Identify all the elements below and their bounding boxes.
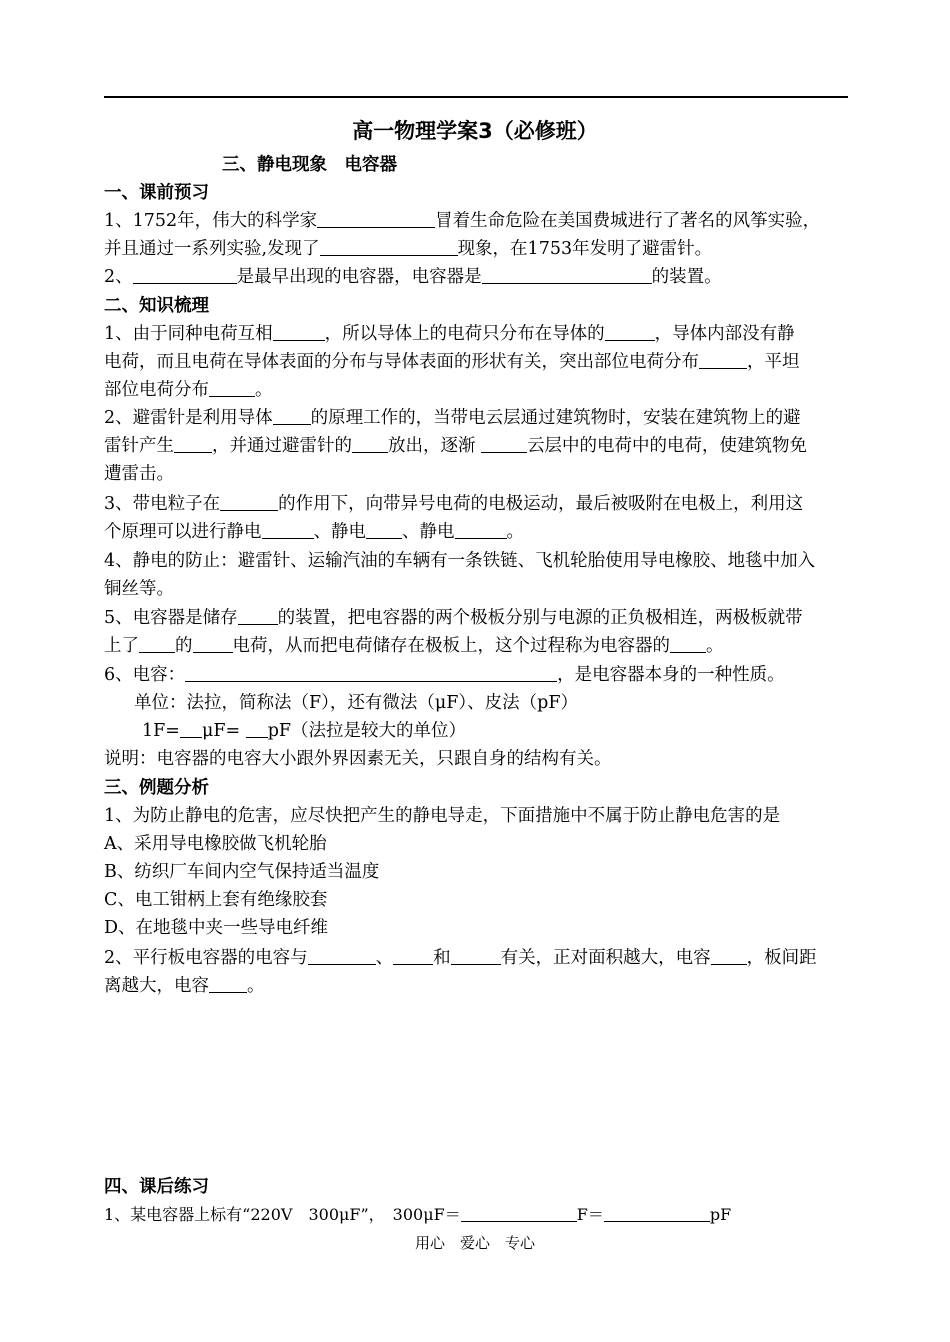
note: 说明：电容器的电容大小跟外界因素无关，只跟自身的结构有关。 <box>104 749 612 769</box>
text: 。 <box>255 380 273 400</box>
text: ，板间距 <box>746 948 817 968</box>
blank[interactable] <box>308 946 376 965</box>
p1-line <box>104 1202 731 1228</box>
q1-line1 <box>104 208 820 234</box>
text: 有关，正对面积越大，电容 <box>500 948 711 968</box>
text: 。 <box>506 522 524 542</box>
section-subtitle: 三、静电现象 电容器 <box>222 155 397 175</box>
text: 云层中的电荷中的电荷，使建筑物免 <box>527 436 808 456</box>
k1-line3 <box>104 377 273 403</box>
text: ，平坦 <box>747 352 800 372</box>
blank[interactable] <box>174 434 212 453</box>
text: 冒着生命危险在美国费城进行了著名的风筝实验， <box>435 211 821 231</box>
blank[interactable] <box>605 322 655 341</box>
blank[interactable] <box>193 634 233 653</box>
blank[interactable] <box>320 237 458 256</box>
text: ，并通过避雷针的 <box>212 436 352 456</box>
blank[interactable] <box>139 634 175 653</box>
e1-question: 1、为防止静电的危害，应尽快把产生的静电导走，下面措施中不属于防止静电危害的是 <box>104 806 781 826</box>
text: 2、平行板电容器的电容与 <box>104 948 308 968</box>
text: 上了 <box>104 636 139 656</box>
text: 。 <box>247 976 265 996</box>
text: 、 <box>375 948 394 968</box>
page-title: 高一物理学案3（必修班） <box>352 119 598 143</box>
text: F＝ <box>576 1205 604 1224</box>
text: 2、 <box>104 267 133 287</box>
heading-examples: 三、例题分析 <box>104 778 209 798</box>
k5-line1 <box>104 605 803 631</box>
blank[interactable] <box>185 663 557 682</box>
text: 个原理可以进行静电 <box>104 522 262 542</box>
text: 电荷，而且电荷在导体表面的分布与导体表面的形状有关，突出部位电荷分布 <box>104 352 699 372</box>
text: 是最早出现的电容器，电容器是 <box>236 267 482 287</box>
blank[interactable] <box>317 209 435 228</box>
blank[interactable] <box>455 520 507 539</box>
k4-line2: 铜丝等。 <box>104 579 174 599</box>
text: 现象，在1753年发明了避雷针。 <box>457 239 713 259</box>
text: 。 <box>706 636 724 656</box>
text: pF <box>709 1205 732 1224</box>
blank[interactable] <box>133 265 237 284</box>
heading-preview: 一、课前预习 <box>104 183 209 203</box>
blank[interactable] <box>246 719 268 738</box>
blank[interactable] <box>273 406 311 425</box>
text: 5、电容器是储存 <box>104 608 238 628</box>
blank[interactable] <box>699 350 747 369</box>
text: 的装置，把电容器的两个极板分别与电源的正负极相连，两极板就带 <box>277 608 803 628</box>
text: 部位电荷分布 <box>104 380 209 400</box>
k6-unit: 单位：法拉，简称法（F），还有微法（μF）、皮法（pF） <box>134 693 579 713</box>
q2-line <box>104 264 722 290</box>
blank[interactable] <box>670 634 706 653</box>
blank[interactable] <box>220 492 278 511</box>
text: 1、1752年，伟大的科学家 <box>104 211 318 231</box>
text: 的原理工作的，当带电云层通过建筑物时，安装在建筑物上的避 <box>310 408 801 428</box>
k6-line1 <box>104 662 785 688</box>
blank[interactable] <box>482 265 652 284</box>
k1-line1 <box>104 321 795 347</box>
text: 1F= <box>142 721 180 741</box>
text: 1、某电容器上标有“220V 300μF”， 300μF＝ <box>104 1205 461 1224</box>
e1-option-b: B、纺织厂车间内空气保持适当温度 <box>104 862 380 882</box>
k2-line3: 遭雷击。 <box>104 464 174 484</box>
k5-line2 <box>104 633 724 659</box>
text: 雷针产生 <box>104 436 174 456</box>
text: 的 <box>175 636 193 656</box>
blank[interactable] <box>209 378 255 397</box>
text: μF= <box>201 721 246 741</box>
text: 6、电容： <box>104 665 186 685</box>
heading-knowledge: 二、知识梳理 <box>104 296 209 316</box>
k3-line1 <box>104 491 803 517</box>
blank[interactable] <box>180 719 202 738</box>
text: 放出，逐渐 <box>388 436 482 456</box>
footer-text: 用心 爱心 专心 <box>414 1234 535 1252</box>
text: pF（法拉是较大的单位） <box>267 721 467 741</box>
text: 、静电 <box>402 522 455 542</box>
blank[interactable] <box>262 520 314 539</box>
text: 的装置。 <box>651 267 722 287</box>
heading-practice: 四、课后练习 <box>104 1177 209 1197</box>
text: 离越大，电容 <box>104 976 209 996</box>
text: 并且通过一系列实验,发现了 <box>104 239 320 259</box>
header-rule <box>104 96 848 98</box>
k1-line2 <box>104 349 800 375</box>
blank[interactable] <box>238 606 278 625</box>
text: ，是电容器本身的一种性质。 <box>557 665 785 685</box>
k2-line2 <box>104 433 807 459</box>
blank[interactable] <box>481 434 527 453</box>
text: 1、由于同种电荷互相 <box>104 324 273 344</box>
text: 2、避雷针是利用导体 <box>104 408 273 428</box>
k6-conversion <box>142 718 466 744</box>
text: 3、带电粒子在 <box>104 494 221 514</box>
blank[interactable] <box>461 1203 577 1222</box>
e1-option-d: D、在地毯中夹一些导电纤维 <box>104 918 329 938</box>
e1-option-a: A、采用导电橡胶做飞机轮胎 <box>104 834 327 854</box>
text: 和 <box>433 948 451 968</box>
text: 电荷，从而把电荷储存在极板上，这个过程称为电容器的 <box>232 636 670 656</box>
blank[interactable] <box>366 520 402 539</box>
blank[interactable] <box>604 1203 710 1222</box>
blank[interactable] <box>209 974 247 993</box>
e2-line1 <box>104 945 817 971</box>
text: ，导体内部没有静 <box>654 324 795 344</box>
text: ，所以导体上的电荷只分布在导体的 <box>324 324 605 344</box>
blank[interactable] <box>711 946 747 965</box>
e2-line2 <box>104 973 265 999</box>
text: 的作用下，向带异号电荷的电极运动，最后被吸附在电极上，利用这 <box>278 494 804 514</box>
k2-line1 <box>104 405 801 431</box>
text: 、静电 <box>313 522 366 542</box>
k4-line1: 4、静电的防止：避雷针、运输汽油的车辆有一条铁链、飞机轮胎使用导电橡胶、地毯中加入 <box>104 551 816 571</box>
e1-option-c: C、电工钳柄上套有绝缘胶套 <box>104 890 328 910</box>
blank[interactable] <box>393 946 433 965</box>
k3-line2 <box>104 519 524 545</box>
q1-line2 <box>104 236 712 262</box>
blank[interactable] <box>352 434 388 453</box>
blank[interactable] <box>273 322 325 341</box>
blank[interactable] <box>451 946 501 965</box>
